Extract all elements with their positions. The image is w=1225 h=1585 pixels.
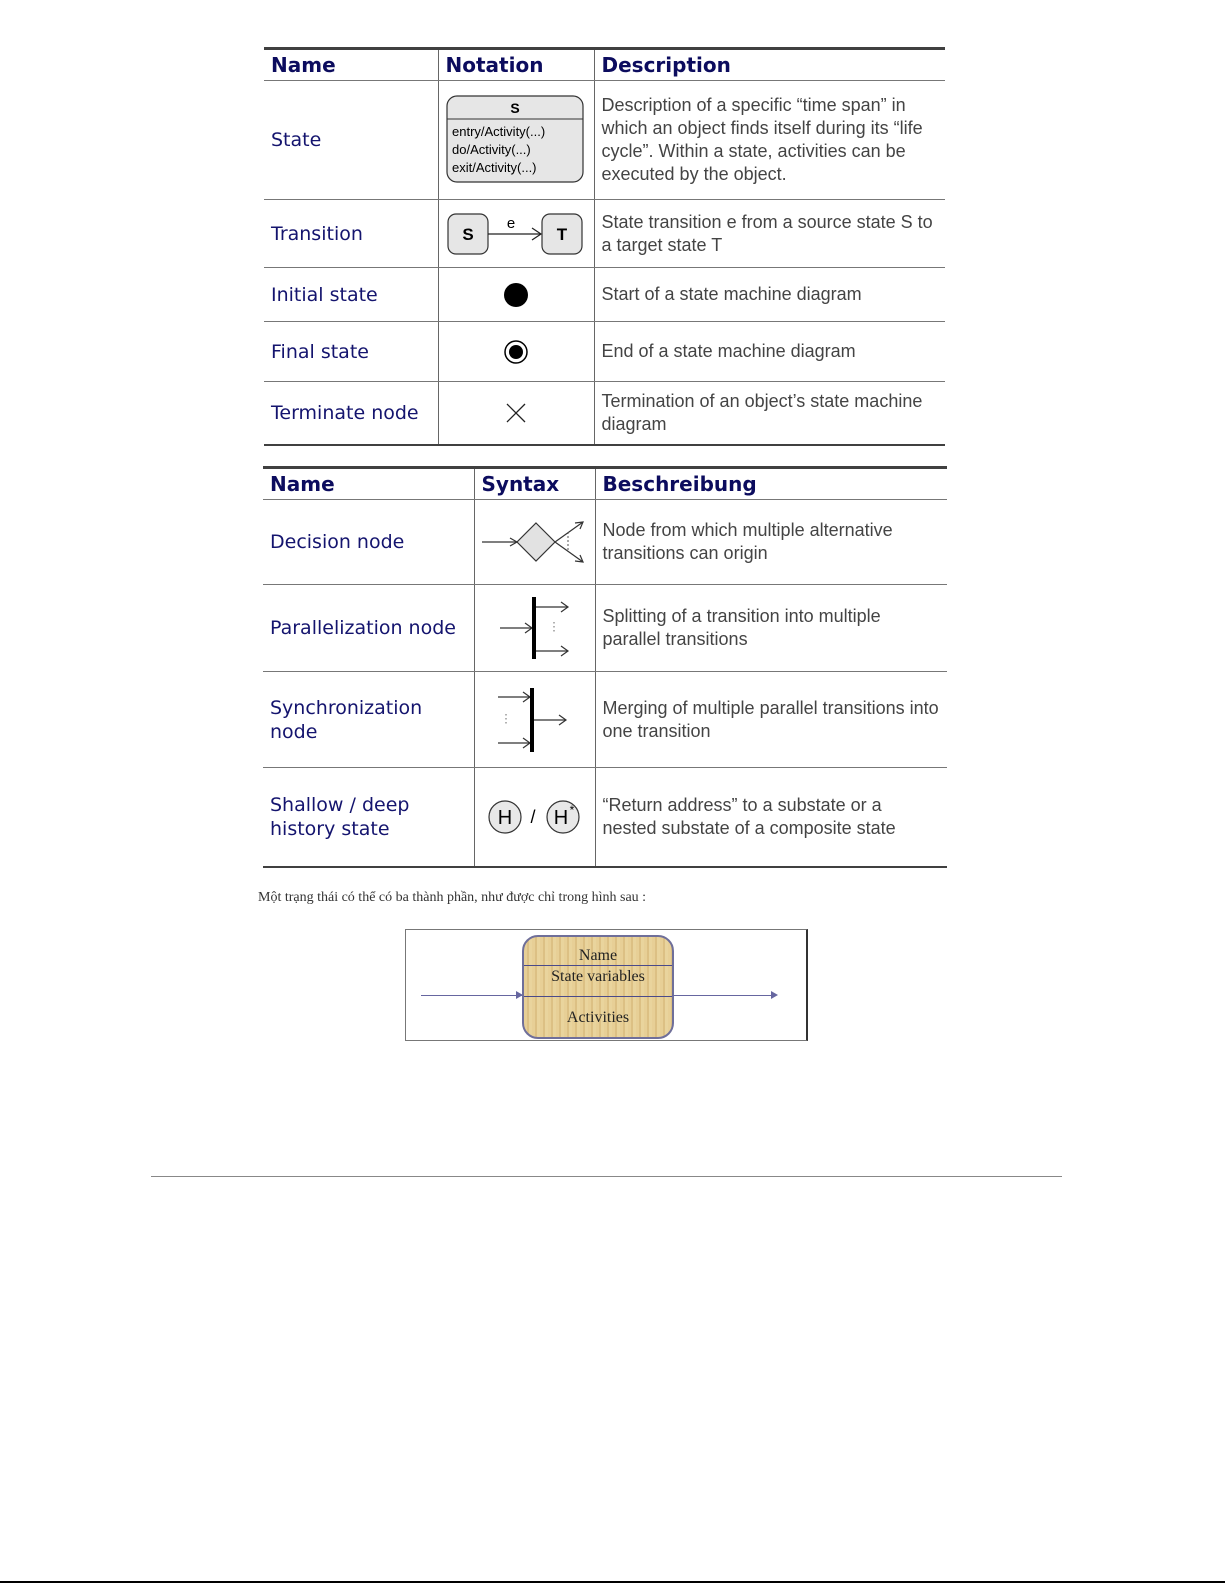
row-name: Decision node [263, 500, 474, 585]
join-bar-icon [474, 672, 595, 768]
state-activities: Activities [566, 1009, 630, 1026]
svg-text:*: * [569, 802, 574, 817]
state-name: Name [578, 947, 618, 964]
svg-text:S: S [462, 224, 474, 244]
svg-text:/: / [529, 806, 536, 827]
state-components-figure [405, 929, 808, 1041]
cross-icon [438, 382, 594, 445]
fork-bar-icon [474, 585, 595, 672]
header-notation: Notation [438, 49, 594, 81]
header-name: Name [264, 49, 438, 81]
row-name: Terminate node [264, 382, 438, 445]
table-row [264, 268, 945, 322]
row-name: Transition [264, 200, 438, 268]
state-box-icon [438, 81, 594, 200]
arrowhead-icon [771, 991, 778, 999]
row-name: Parallelization node [263, 585, 474, 672]
bullseye-icon [438, 322, 594, 382]
row-description: Termination of an object’s state machine diagram [594, 382, 945, 445]
row-name: Final state [264, 322, 438, 382]
row-description: Start of a state machine diagram [594, 268, 945, 322]
uml-syntax-table [263, 466, 947, 868]
header-beschreibung: Beschreibung [595, 468, 947, 500]
transition-icon [438, 200, 594, 268]
header-syntax: Syntax [474, 468, 595, 500]
header-description: Description [594, 49, 945, 81]
svg-text:entry/Activity(...): entry/Activity(...) [452, 124, 546, 139]
outgoing-arrow [672, 995, 774, 996]
svg-text:exit/Activity(...): exit/Activity(...) [452, 160, 537, 175]
page-divider [151, 1176, 1062, 1177]
table-row [264, 81, 945, 200]
svg-text:e: e [506, 214, 516, 232]
row-description: State transition e from a source state S to a target state T [594, 200, 945, 268]
table-header-row [263, 468, 947, 500]
uml-notation-table [264, 47, 945, 446]
incoming-arrow [421, 995, 522, 996]
page-bottom-border [0, 1581, 1225, 1583]
table-row [263, 500, 947, 585]
table-row [263, 672, 947, 768]
state-box [522, 935, 674, 1039]
table-row [264, 382, 945, 445]
header-name: Name [263, 468, 474, 500]
table-row [264, 200, 945, 268]
row-description: Description of a specific “time span” in which an object finds itself during its “life cycle”. Within a state, activities can be executed by the object. [594, 81, 945, 200]
diamond-icon [474, 500, 595, 585]
row-description: Splitting of a transition into multiple parallel transitions [595, 585, 947, 672]
filled-circle-icon [438, 268, 594, 322]
table-row [263, 585, 947, 672]
divider [524, 965, 672, 966]
svg-text:S: S [510, 100, 520, 116]
table-row [264, 322, 945, 382]
row-name: State [264, 81, 438, 200]
divider [524, 996, 672, 997]
state-variables: State variables [551, 968, 645, 985]
history-icon [474, 768, 595, 867]
svg-text:H: H [497, 806, 512, 829]
row-description: Node from which multiple alternative transitions can origin [595, 500, 947, 585]
svg-text:do/Activity(...): do/Activity(...) [452, 142, 531, 157]
svg-text:T: T [556, 224, 568, 244]
row-description: “Return address” to a substate or a nested substate of a composite state [595, 768, 947, 867]
row-description: Merging of multiple parallel transitions into one transition [595, 672, 947, 768]
row-description: End of a state machine diagram [594, 322, 945, 382]
row-name: Synchronization node [263, 672, 474, 768]
row-name: Shallow / deep history state [263, 768, 474, 867]
table-row [263, 768, 947, 867]
row-name: Initial state [264, 268, 438, 322]
figure-caption: Một trạng thái có thể có ba thành phần, như được chỉ trong hình sau : [258, 890, 647, 905]
svg-text:H: H [553, 806, 568, 829]
table-header-row [264, 49, 945, 81]
